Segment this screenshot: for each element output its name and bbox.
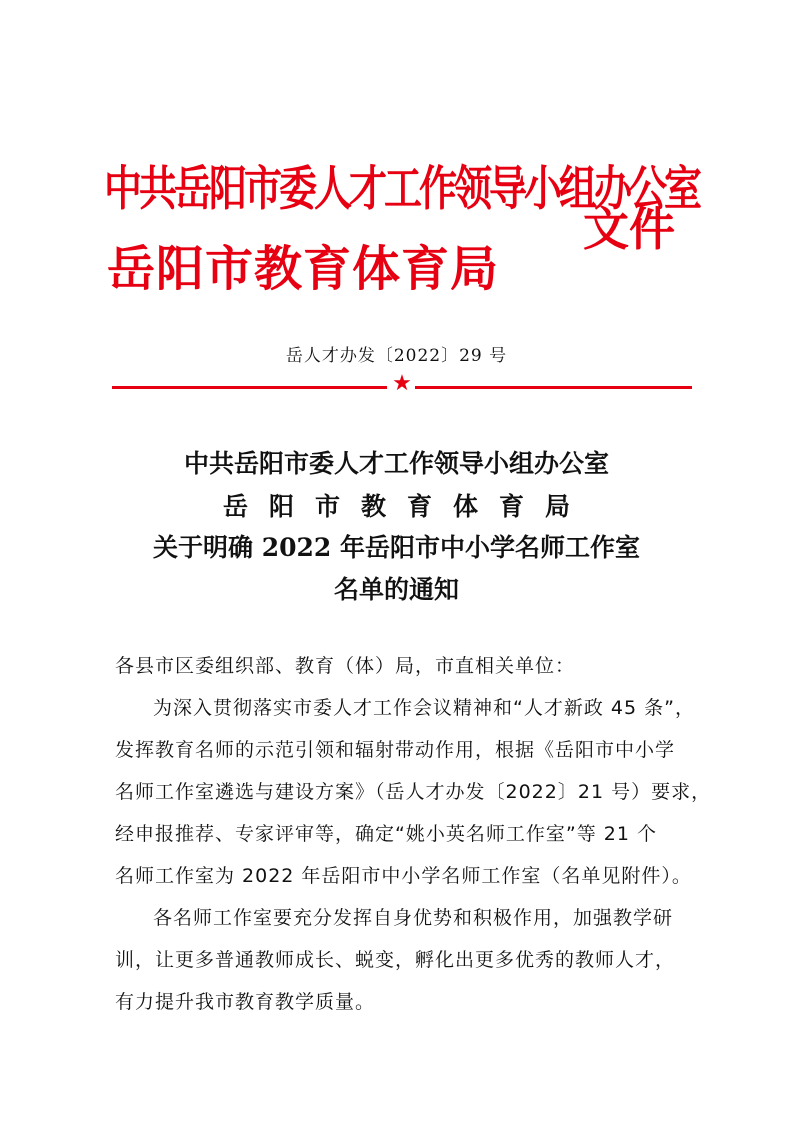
- red-divider-left: [112, 386, 387, 389]
- body-line: 训，让更多普通教师成长、蜕变，孵化出更多优秀的教师人才，: [115, 949, 676, 971]
- issuer-name-line-1: 中共岳阳市委人才工作领导小组办公室: [104, 160, 700, 217]
- body-line: 发挥教育名师的示范引领和辐射带动作用，根据《岳阳市中小学: [115, 739, 676, 761]
- title-line-2: 岳阳市教育体育局: [222, 492, 591, 521]
- red-divider-right: [415, 386, 692, 389]
- title-line-1: 中共岳阳市委人才工作领导小组办公室: [183, 449, 609, 478]
- body-line: 名师工作室为 2022 年岳阳市中小学名师工作室（名单见附件）。: [115, 865, 692, 887]
- title-line-3: 关于明确 2022 年岳阳市中小学名师工作室: [153, 533, 640, 562]
- body-line: 有力提升我市教育教学质量。: [115, 991, 376, 1013]
- document-number: 岳人才办发〔2022〕29 号: [285, 346, 508, 366]
- issuer-name-line-2: 岳阳市教育体育局: [107, 241, 500, 297]
- salutation: 各县市区委组织部、教育（体）局，市直相关单位：: [115, 655, 576, 677]
- body-line: 名师工作室遴选与建设方案》（岳人才办发〔2022〕21 号）要求，: [115, 781, 712, 803]
- star-icon: ★: [392, 371, 412, 396]
- document-label: 文件: [583, 202, 675, 256]
- title-line-4: 名单的通知: [333, 575, 459, 604]
- body-line: 各名师工作室要充分发挥自身优势和积极作用，加强教学研: [153, 907, 674, 929]
- body-line: 经申报推荐、专家评审等，确定“姚小英名师工作室”等 21 个: [115, 823, 657, 845]
- body-line: 为深入贯彻落实市委人才工作会议精神和“人才新政 45 条”，: [153, 697, 695, 719]
